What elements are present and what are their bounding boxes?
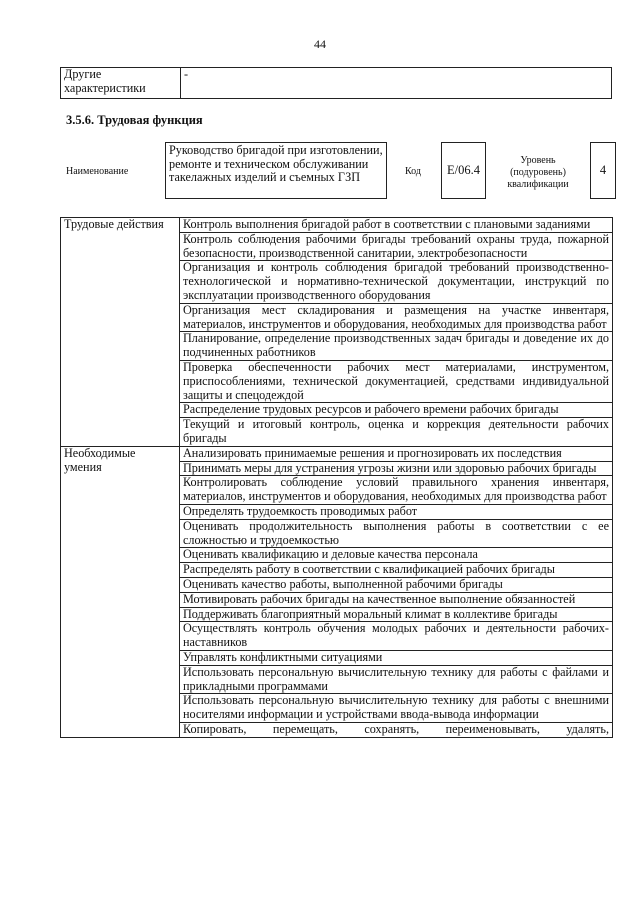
- skill-item: Анализировать принимаемые решения и прогнозировать их последствия: [180, 446, 613, 461]
- skill-item: Распределять работу в соответствии с квалификацией рабочих бригады: [180, 563, 613, 578]
- table-row: [61, 218, 613, 233]
- skill-item: Использовать персональную вычислительную технику для работы с файлами и прикладными программами: [180, 665, 613, 694]
- skill-item: Мотивировать рабочих бригады на качественное выполнение обязанностей: [180, 592, 613, 607]
- skill-item: Определять трудоемкость проводимых работ: [180, 504, 613, 519]
- skill-item: Оценивать квалификацию и деловые качества персонала: [180, 548, 613, 563]
- function-details-table: [60, 217, 613, 738]
- page-number: 44: [314, 37, 326, 51]
- labor-action-item: Организация и контроль соблюдения бригадой требований производственно-технологической и нормативно-технической документации, инструкций по эксплуатации производственного оборудования: [180, 261, 613, 303]
- labor-action-item: Контроль соблюдения рабочими бригады требований охраны труда, пожарной безопасности, производственной санитарии, электробезопасности: [180, 232, 613, 261]
- skill-item: Управлять конфликтными ситуациями: [180, 650, 613, 665]
- skill-item: Оценивать продолжительность выполнения работы в соответствии с ее сложностью и трудоемкостью: [180, 519, 613, 548]
- code-label: Код: [405, 166, 421, 177]
- skill-item: Принимать меры для устранения угрозы жизни или здоровью рабочих бригады: [180, 461, 613, 476]
- skill-item: Копировать, перемещать, сохранять, переименовывать, удалять,: [180, 722, 613, 737]
- labor-action-item: Распределение трудовых ресурсов и рабочего времени рабочих бригады: [180, 403, 613, 418]
- labor-action-item: Проверка обеспеченности рабочих мест материалами, инструментом, приспособлениями, технической документацией, средствами индивидуальной защиты и спецодеждой: [180, 360, 613, 402]
- name-label: Наименование: [66, 166, 129, 177]
- labor-action-item: Текущий и итоговый контроль, оценка и коррекция деятельности рабочих бригады: [180, 418, 613, 447]
- skill-item: Оценивать качество работы, выполненной рабочими бригады: [180, 577, 613, 592]
- other-characteristics-table: [60, 67, 612, 99]
- section-heading: 3.5.6. Трудовая функция: [66, 113, 203, 127]
- function-name: Руководство бригадой при изготовлении, ремонте и техническом обслуживании такелажных изделий и съемных ГЗП: [165, 142, 387, 199]
- table-row: [61, 446, 613, 461]
- skill-item: Осуществлять контроль обучения молодых рабочих и деятельности рабочих-наставников: [180, 622, 613, 651]
- qualification-level-value: 4: [590, 142, 616, 199]
- qualification-level-label: Уровень (подуровень) квалификации: [507, 155, 569, 190]
- labor-action-item: Планирование, определение производственных задач бригады и доведение их до подчиненных работников: [180, 332, 613, 361]
- labor-action-item: Контроль выполнения бригадой работ в соответствии с плановыми заданиями: [180, 218, 613, 233]
- required-skills-label: Необходимые умения: [61, 446, 180, 737]
- labor-actions-label: Трудовые действия: [61, 218, 180, 447]
- skill-item: Контролировать соблюдение условий правильного хранения инвентаря, материалов, инструментов и оборудования, необходимых для производства работ: [180, 476, 613, 505]
- other-characteristics-label: Другие характеристики: [61, 68, 181, 99]
- function-code: E/06.4: [441, 142, 486, 199]
- other-characteristics-value: -: [181, 68, 612, 99]
- labor-action-item: Организация мест складирования и размещения на участке инвентаря, материалов, инструментов и оборудования, необходимых для производства работ: [180, 303, 613, 332]
- skill-item: Поддерживать благоприятный моральный климат в коллективе бригады: [180, 607, 613, 622]
- skill-item: Использовать персональную вычислительную технику для работы с внешними носителями информации и устройствами ввода-вывода информации: [180, 694, 613, 723]
